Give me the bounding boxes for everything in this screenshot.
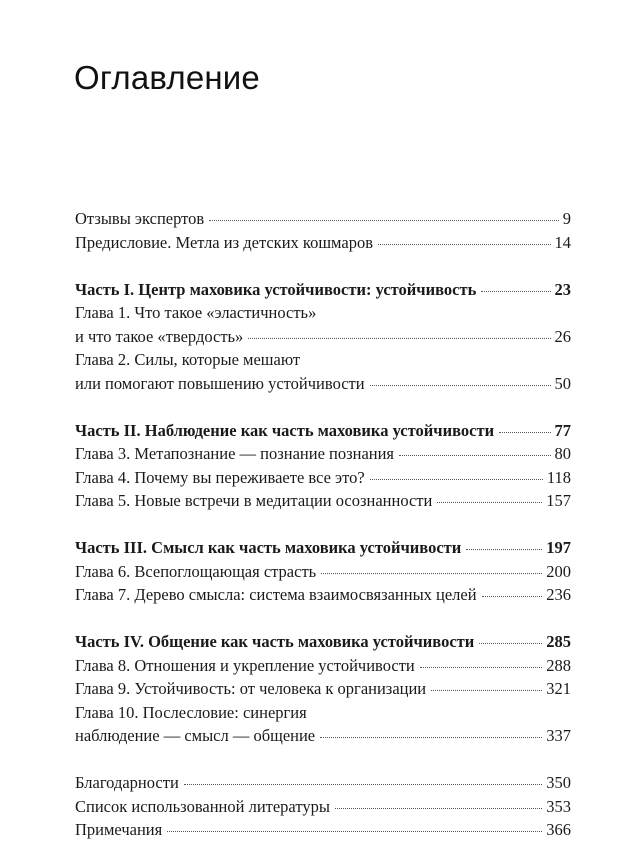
page-number: 26 bbox=[554, 326, 571, 346]
dot-leader bbox=[399, 455, 550, 456]
dot-leader bbox=[320, 737, 542, 738]
dot-leader bbox=[479, 643, 542, 644]
table-of-contents bbox=[75, 207, 571, 865]
page-number: 288 bbox=[546, 655, 571, 675]
toc-entry[interactable] bbox=[75, 560, 571, 584]
toc-entry-label: или помогают повышению устойчивости bbox=[75, 373, 365, 393]
toc-entry-label: Часть III. Смысл как часть маховика устойчивости bbox=[75, 538, 462, 557]
dot-leader bbox=[420, 667, 542, 668]
page-number: 350 bbox=[546, 773, 571, 792]
toc-entry[interactable] bbox=[75, 795, 571, 819]
toc-entry[interactable] bbox=[75, 348, 571, 395]
toc-entry[interactable] bbox=[75, 654, 571, 678]
toc-entry-label: Часть IV. Общение как часть маховика устойчивости bbox=[75, 632, 475, 651]
toc-entry-label: Часть II. Наблюдение как часть маховика устойчивости bbox=[75, 420, 495, 440]
toc-entry-label: Отзывы экспертов bbox=[75, 209, 205, 228]
dot-leader bbox=[321, 573, 542, 574]
toc-entry-label: Глава 2. Силы, которые мешают bbox=[75, 350, 301, 369]
page-number: 157 bbox=[546, 491, 571, 510]
page-number: 23 bbox=[554, 279, 571, 299]
toc-entry[interactable] bbox=[75, 677, 571, 701]
dot-leader bbox=[184, 784, 542, 785]
dot-leader bbox=[499, 432, 550, 433]
toc-entry[interactable] bbox=[75, 818, 571, 842]
page-number: 321 bbox=[546, 679, 571, 698]
toc-section bbox=[75, 771, 571, 842]
toc-entry[interactable] bbox=[75, 466, 571, 490]
page-number: 118 bbox=[546, 467, 571, 487]
toc-section bbox=[75, 536, 571, 607]
toc-entry-label: Список использованной литературы bbox=[75, 796, 330, 816]
toc-entry[interactable] bbox=[75, 442, 571, 466]
toc-section bbox=[75, 419, 571, 513]
page-number: 80 bbox=[554, 444, 571, 463]
page-number: 9 bbox=[562, 209, 571, 228]
toc-part-entry[interactable] bbox=[75, 630, 571, 654]
page-number: 200 bbox=[546, 561, 571, 581]
page-number: 236 bbox=[546, 585, 571, 604]
toc-entry-label: Часть I. Центр маховика устойчивости: устойчивость bbox=[75, 279, 477, 299]
toc-entry-label: Глава 1. Что такое «эластичность» bbox=[75, 303, 317, 322]
toc-entry-label: наблюдение — смысл — общение bbox=[75, 726, 316, 745]
toc-entry-label: Глава 4. Почему вы переживаете все это? bbox=[75, 467, 365, 487]
dot-leader bbox=[370, 385, 551, 386]
toc-entry-label: Благодарности bbox=[75, 773, 179, 792]
toc-entry[interactable] bbox=[75, 489, 571, 513]
toc-part-entry[interactable] bbox=[75, 536, 571, 560]
toc-part-entry[interactable] bbox=[75, 419, 571, 443]
dot-leader bbox=[466, 549, 542, 550]
toc-entry-label: и что такое «твердость» bbox=[75, 326, 244, 346]
page-number: 77 bbox=[554, 420, 571, 440]
dot-leader bbox=[437, 502, 542, 503]
toc-entry-label: Глава 5. Новые встречи в медитации осознанности bbox=[75, 491, 433, 510]
toc-entry-label: Глава 7. Дерево смысла: система взаимосвязанных целей bbox=[75, 585, 477, 604]
toc-entry[interactable] bbox=[75, 701, 571, 748]
toc-entry-label: Глава 9. Устойчивость: от человека к организации bbox=[75, 679, 427, 698]
toc-entry-label: Глава 8. Отношения и укрепление устойчивости bbox=[75, 655, 415, 675]
dot-leader bbox=[431, 690, 542, 691]
toc-entry-label: Глава 3. Метапознание — познание познания bbox=[75, 444, 395, 463]
toc-entry-label: Примечания bbox=[75, 820, 163, 839]
dot-leader bbox=[248, 338, 550, 339]
toc-entry[interactable] bbox=[75, 207, 571, 231]
toc-section bbox=[75, 207, 571, 254]
page-title: Оглавление bbox=[74, 59, 260, 96]
dot-leader bbox=[482, 596, 543, 597]
toc-entry[interactable] bbox=[75, 231, 571, 255]
toc-entry-label: Глава 10. Послесловие: синергия bbox=[75, 702, 307, 722]
toc-entry-label: Глава 6. Всепоглощающая страсть bbox=[75, 561, 317, 581]
dot-leader bbox=[209, 220, 559, 221]
toc-entry[interactable] bbox=[75, 583, 571, 607]
dot-leader bbox=[370, 479, 543, 480]
dot-leader bbox=[378, 244, 551, 245]
page-number: 197 bbox=[546, 538, 571, 557]
page-number: 337 bbox=[546, 726, 571, 745]
toc-entry[interactable] bbox=[75, 301, 571, 348]
toc-entry[interactable] bbox=[75, 771, 571, 795]
page-number: 14 bbox=[554, 232, 571, 252]
dot-leader bbox=[481, 291, 550, 292]
toc-section bbox=[75, 630, 571, 748]
page-number: 366 bbox=[546, 820, 571, 839]
toc-section bbox=[75, 278, 571, 396]
dot-leader bbox=[335, 808, 542, 809]
dot-leader bbox=[167, 831, 542, 832]
page-number: 353 bbox=[546, 796, 571, 816]
toc-entry-label: Предисловие. Метла из детских кошмаров bbox=[75, 232, 373, 252]
page-number: 50 bbox=[554, 373, 571, 393]
page-number: 285 bbox=[546, 632, 571, 651]
toc-part-entry[interactable] bbox=[75, 278, 571, 302]
